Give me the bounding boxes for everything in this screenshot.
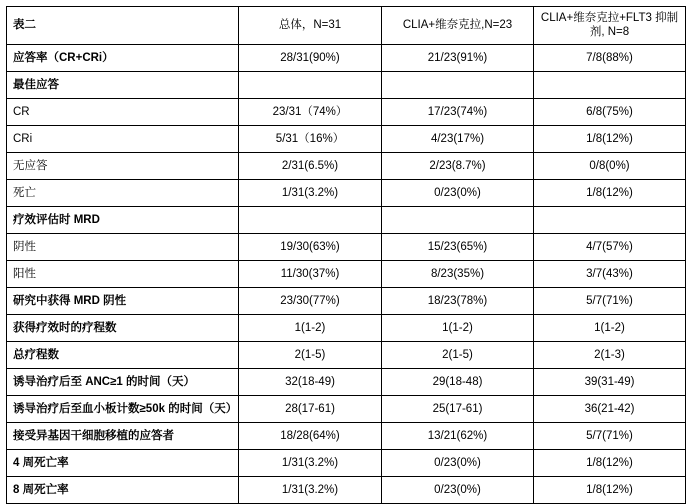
row-value: 2/23(8.7%) [382, 152, 534, 179]
row-label: 阳性 [7, 260, 239, 287]
row-value: 8/23(35%) [382, 260, 534, 287]
table-column-header-0: 总体，N=31 [239, 7, 382, 45]
row-value: 23/30(77%) [239, 287, 382, 314]
row-value: 15/23(65%) [382, 233, 534, 260]
row-value [382, 206, 534, 233]
row-label: 阴性 [7, 233, 239, 260]
table-row [7, 476, 686, 503]
row-value [534, 206, 686, 233]
row-value: 28(17-61) [239, 395, 382, 422]
row-value: 5/7(71%) [534, 422, 686, 449]
row-value: 18/23(78%) [382, 287, 534, 314]
row-label: 应答率（CR+CRi） [7, 44, 239, 71]
row-value: 2(1-5) [382, 341, 534, 368]
row-label: 死亡 [7, 179, 239, 206]
row-value: 17/23(74%) [382, 98, 534, 125]
row-value: 23/31（74%） [239, 98, 382, 125]
row-label: 4 周死亡率 [7, 449, 239, 476]
row-value: 5/31（16%） [239, 125, 382, 152]
row-value: 1/31(3.2%) [239, 476, 382, 503]
row-value [534, 71, 686, 98]
row-value: 6/8(75%) [534, 98, 686, 125]
table-row [7, 395, 686, 422]
row-value: 13/21(62%) [382, 422, 534, 449]
row-label: 8 周死亡率 [7, 476, 239, 503]
row-label: 疗效评估时 MRD [7, 206, 239, 233]
row-value: 0/23(0%) [382, 179, 534, 206]
row-value [239, 71, 382, 98]
row-label: 诱导治疗后至血小板计数≥50k 的时间（天） [7, 395, 239, 422]
table-row [7, 71, 686, 98]
table-column-header-2: CLIA+维奈克拉+FLT3 抑制剂, N=8 [534, 7, 686, 45]
table-row [7, 314, 686, 341]
row-value: 21/23(91%) [382, 44, 534, 71]
table-row [7, 422, 686, 449]
row-label: 获得疗效时的疗程数 [7, 314, 239, 341]
row-value: 32(18-49) [239, 368, 382, 395]
row-value: 18/28(64%) [239, 422, 382, 449]
row-value: 1(1-2) [534, 314, 686, 341]
row-label: 总疗程数 [7, 341, 239, 368]
row-value: 1(1-2) [239, 314, 382, 341]
row-value: 0/8(0%) [534, 152, 686, 179]
row-value: 1/31(3.2%) [239, 449, 382, 476]
table-row [7, 152, 686, 179]
table-row [7, 179, 686, 206]
row-value: 0/23(0%) [382, 476, 534, 503]
results-table [6, 6, 686, 504]
row-label: 接受异基因干细胞移植的应答者 [7, 422, 239, 449]
row-value: 39(31-49) [534, 368, 686, 395]
row-value: 1(1-2) [382, 314, 534, 341]
table-title-cell: 表二 [7, 7, 239, 45]
row-value [239, 206, 382, 233]
row-label: CR [7, 98, 239, 125]
row-value: 5/7(71%) [534, 287, 686, 314]
row-value: 19/30(63%) [239, 233, 382, 260]
row-value: 1/8(12%) [534, 449, 686, 476]
table-row [7, 125, 686, 152]
row-value: 25(17-61) [382, 395, 534, 422]
row-value: 29(18-48) [382, 368, 534, 395]
row-label: 最佳应答 [7, 71, 239, 98]
table-row [7, 341, 686, 368]
table-row [7, 449, 686, 476]
table-row [7, 260, 686, 287]
row-value: 2(1-3) [534, 341, 686, 368]
row-value: 2(1-5) [239, 341, 382, 368]
row-value: 2/31(6.5%) [239, 152, 382, 179]
table-header-row [7, 7, 686, 45]
row-value: 3/7(43%) [534, 260, 686, 287]
row-value: 0/23(0%) [382, 449, 534, 476]
row-value: 1/31(3.2%) [239, 179, 382, 206]
row-value [382, 71, 534, 98]
row-value: 7/8(88%) [534, 44, 686, 71]
row-value: 36(21-42) [534, 395, 686, 422]
row-value: 1/8(12%) [534, 476, 686, 503]
table-column-header-1: CLIA+维奈克拉,N=23 [382, 7, 534, 45]
table-row [7, 206, 686, 233]
row-value: 1/8(12%) [534, 125, 686, 152]
table-row [7, 368, 686, 395]
row-label: 研究中获得 MRD 阴性 [7, 287, 239, 314]
row-label: CRi [7, 125, 239, 152]
row-value: 4/23(17%) [382, 125, 534, 152]
row-value: 4/7(57%) [534, 233, 686, 260]
row-value: 1/8(12%) [534, 179, 686, 206]
row-label: 无应答 [7, 152, 239, 179]
row-label: 诱导治疗后至 ANC≥1 的时间（天） [7, 368, 239, 395]
table-row [7, 287, 686, 314]
row-value: 11/30(37%) [239, 260, 382, 287]
row-value: 28/31(90%) [239, 44, 382, 71]
table-row [7, 233, 686, 260]
table-row [7, 98, 686, 125]
table-row [7, 44, 686, 71]
